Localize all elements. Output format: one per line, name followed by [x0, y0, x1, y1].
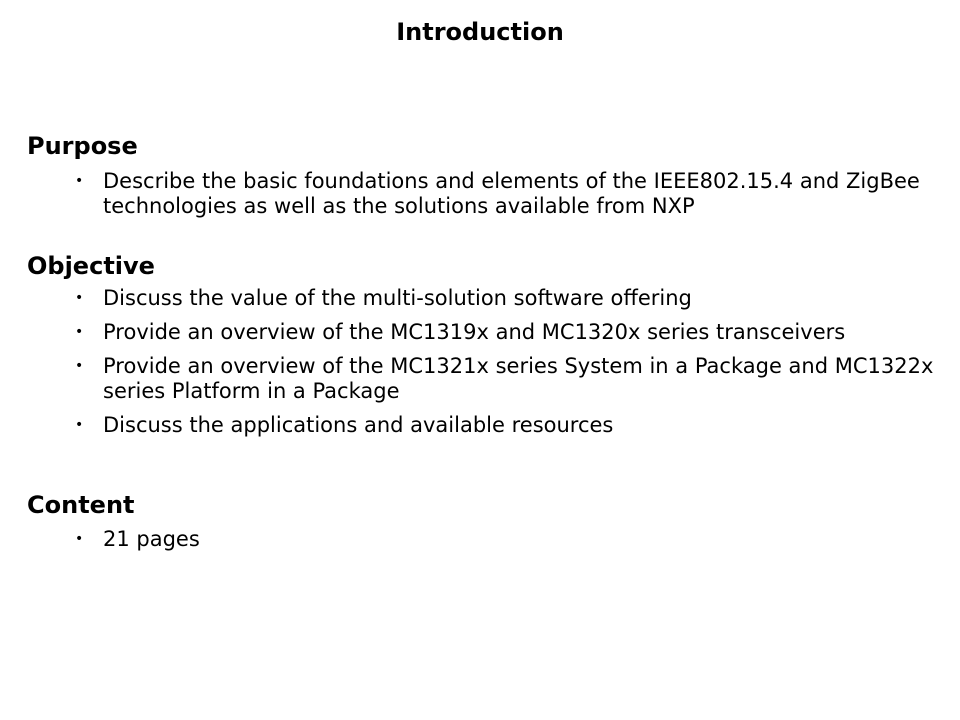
bullet-text: Provide an overview of the MC1319x and MC1320x series transceivers — [103, 320, 846, 344]
section-objective — [27, 251, 937, 438]
bullet-icon: • — [75, 417, 84, 433]
bullet-text: Discuss the applications and available resources — [103, 413, 614, 437]
content-bullet-list — [27, 527, 937, 552]
bullet-icon: • — [75, 358, 84, 374]
bullet-icon: • — [75, 290, 84, 306]
list-item — [27, 169, 937, 219]
list-item — [27, 527, 937, 552]
slide-title: Introduction — [396, 18, 564, 46]
bullet-text: Discuss the value of the multi-solution software offering — [103, 286, 692, 310]
purpose-bullet-list — [27, 169, 937, 219]
bullet-icon: • — [75, 324, 84, 340]
section-heading-purpose: Purpose — [27, 132, 138, 160]
section-heading-objective: Objective — [27, 252, 155, 280]
bullet-text: 21 pages — [103, 527, 200, 551]
list-item — [27, 413, 937, 438]
section-heading-content: Content — [27, 491, 135, 519]
bullet-text: Describe the basic foundations and elements of the IEEE802.15.4 and ZigBee technologies as well as the solutions available from NXP — [103, 169, 920, 218]
list-item — [27, 286, 937, 311]
objective-bullet-list — [27, 286, 937, 438]
list-item — [27, 354, 937, 404]
section-purpose — [27, 131, 937, 219]
section-content — [27, 490, 937, 552]
bullet-text: Provide an overview of the MC1321x series System in a Package and MC1322x series Platform in a Package — [103, 354, 934, 403]
bullet-icon: • — [75, 531, 84, 547]
bullet-icon: • — [75, 173, 84, 189]
list-item — [27, 320, 937, 345]
